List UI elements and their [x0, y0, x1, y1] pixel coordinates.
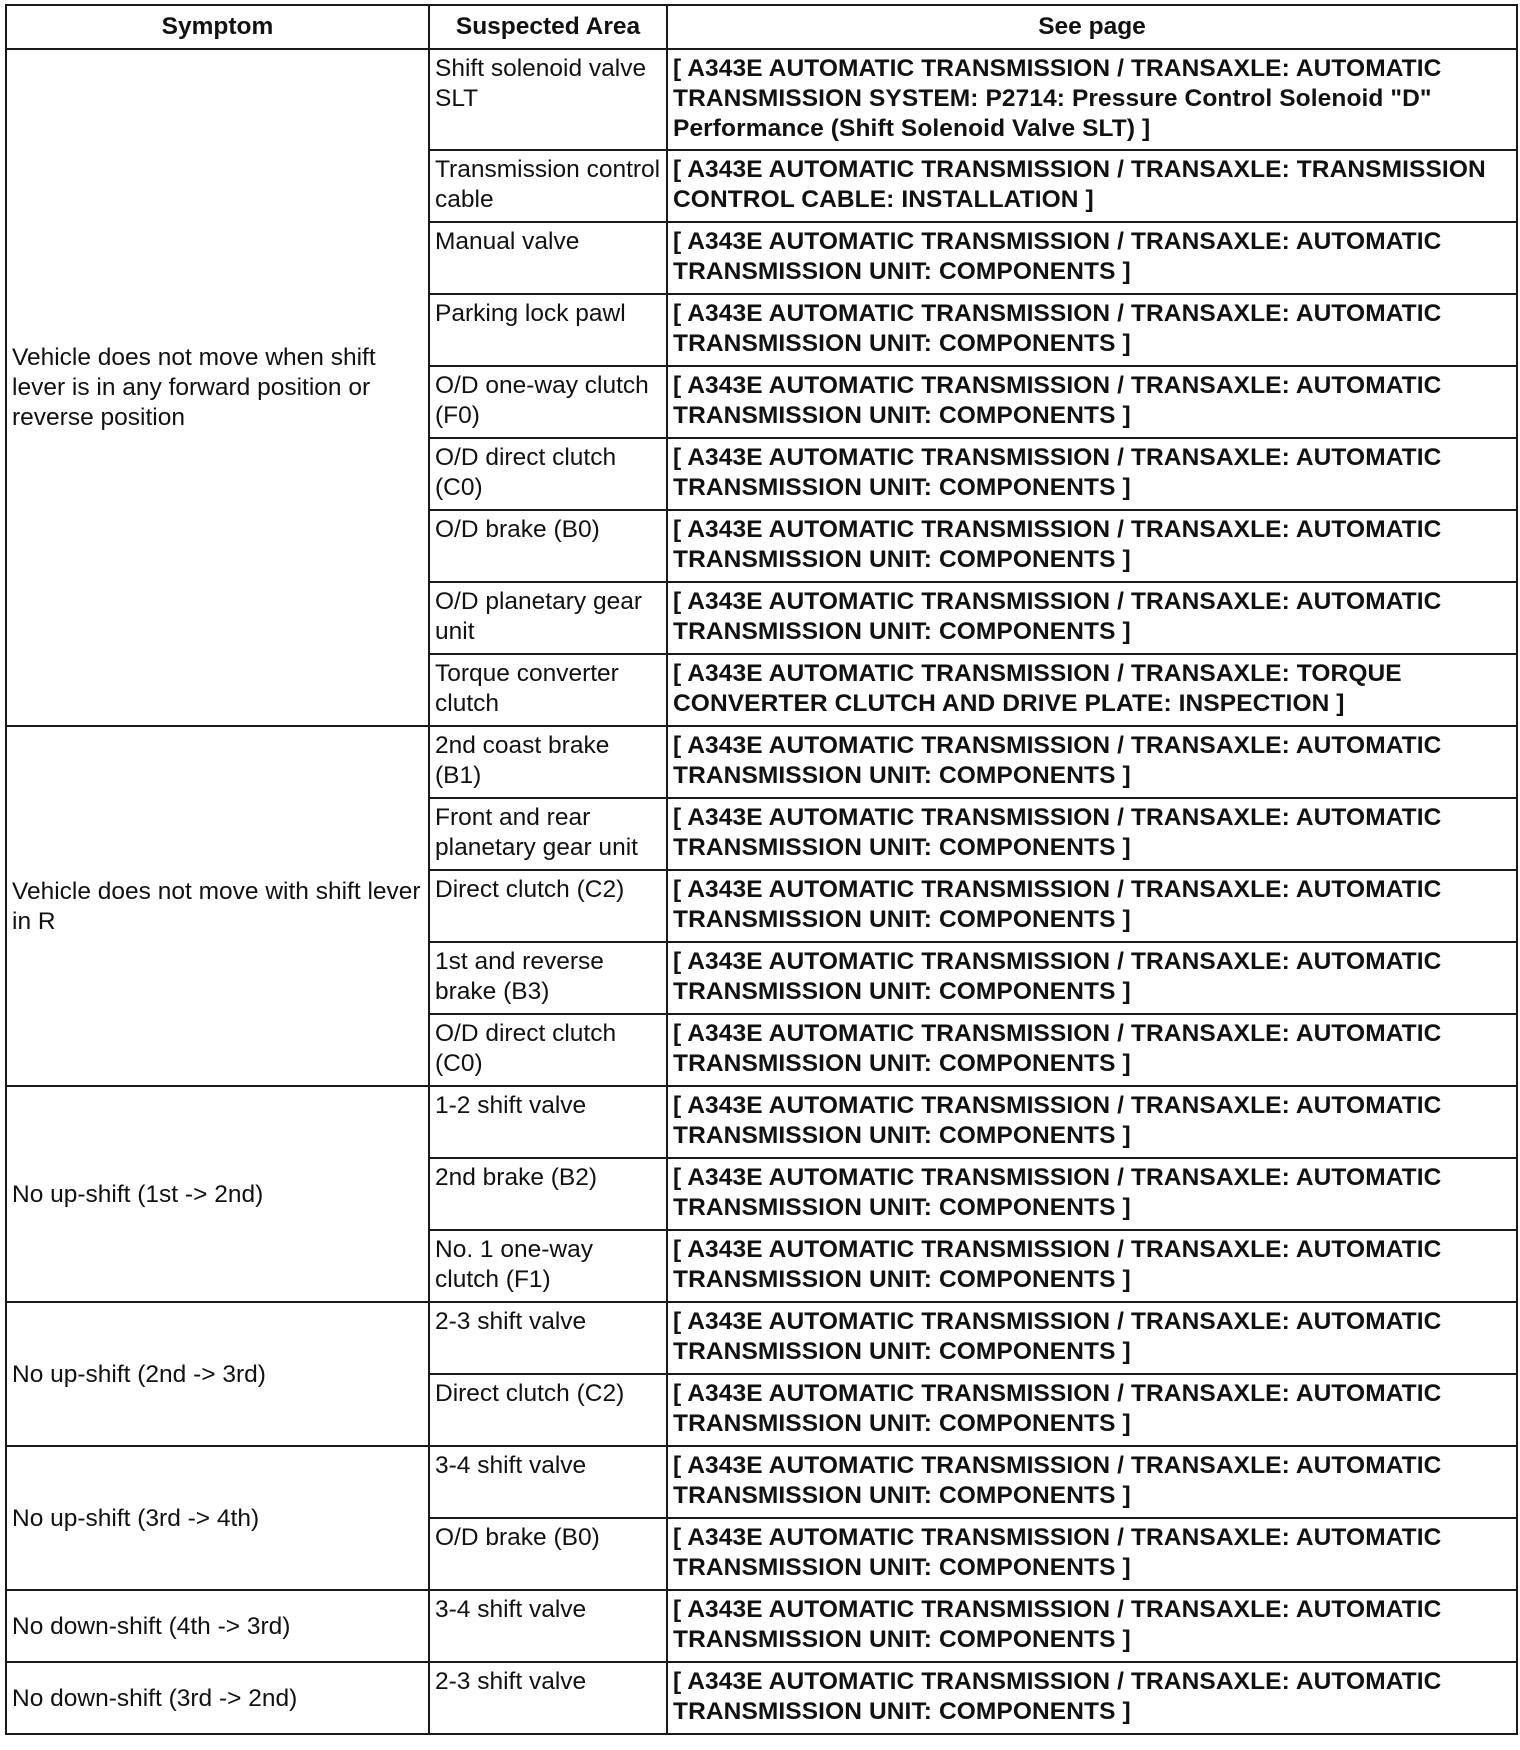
suspected-area-cell: Shift solenoid valve SLT	[429, 49, 667, 150]
suspected-area-cell: 3-4 shift valve	[429, 1446, 667, 1518]
see-page-link[interactable]: [ A343E AUTOMATIC TRANSMISSION / TRANSAXLE: AUTOMATIC TRANSMISSION UNIT: COMPONENTS ]	[667, 1230, 1517, 1302]
suspected-area-cell: Direct clutch (C2)	[429, 1374, 667, 1446]
table-header-row	[6, 5, 1517, 49]
suspected-area-cell: O/D planetary gear unit	[429, 582, 667, 654]
suspected-area-cell: Parking lock pawl	[429, 294, 667, 366]
suspected-area-cell: 1-2 shift valve	[429, 1086, 667, 1158]
see-page-link[interactable]: [ A343E AUTOMATIC TRANSMISSION / TRANSAXLE: AUTOMATIC TRANSMISSION UNIT: COMPONENTS ]	[667, 366, 1517, 438]
suspected-area-cell: Front and rear planetary gear unit	[429, 798, 667, 870]
suspected-area-cell: 2-3 shift valve	[429, 1302, 667, 1374]
see-page-link[interactable]: [ A343E AUTOMATIC TRANSMISSION / TRANSAXLE: AUTOMATIC TRANSMISSION UNIT: COMPONENTS ]	[667, 870, 1517, 942]
symptom-cell: Vehicle does not move when shift lever is in any forward position or reverse position	[6, 49, 429, 726]
see-page-link[interactable]: [ A343E AUTOMATIC TRANSMISSION / TRANSAXLE: TRANSMISSION CONTROL CABLE: INSTALLATION ]	[667, 150, 1517, 222]
see-page-link[interactable]: [ A343E AUTOMATIC TRANSMISSION / TRANSAXLE: TORQUE CONVERTER CLUTCH AND DRIVE PLATE: INSPECTION ]	[667, 654, 1517, 726]
suspected-area-cell: O/D direct clutch (C0)	[429, 1014, 667, 1086]
see-page-link[interactable]: [ A343E AUTOMATIC TRANSMISSION / TRANSAXLE: AUTOMATIC TRANSMISSION UNIT: COMPONENTS ]	[667, 1014, 1517, 1086]
suspected-area-cell: No. 1 one-way clutch (F1)	[429, 1230, 667, 1302]
suspected-area-cell: O/D one-way clutch (F0)	[429, 366, 667, 438]
table-row	[6, 1662, 1517, 1734]
suspected-area-cell: 2nd coast brake (B1)	[429, 726, 667, 798]
see-page-link[interactable]: [ A343E AUTOMATIC TRANSMISSION / TRANSAXLE: AUTOMATIC TRANSMISSION UNIT: COMPONENTS ]	[667, 1086, 1517, 1158]
suspected-area-cell: 3-4 shift valve	[429, 1590, 667, 1662]
symptom-cell: No down-shift (3rd -> 2nd)	[6, 1662, 429, 1734]
suspected-area-cell: Transmission control cable	[429, 150, 667, 222]
suspected-area-cell: 2nd brake (B2)	[429, 1158, 667, 1230]
troubleshooting-table	[5, 4, 1518, 1735]
see-page-link[interactable]: [ A343E AUTOMATIC TRANSMISSION / TRANSAXLE: AUTOMATIC TRANSMISSION UNIT: COMPONENTS ]	[667, 1518, 1517, 1590]
suspected-area-cell: O/D direct clutch (C0)	[429, 438, 667, 510]
see-page-link[interactable]: [ A343E AUTOMATIC TRANSMISSION / TRANSAXLE: AUTOMATIC TRANSMISSION UNIT: COMPONENTS ]	[667, 1662, 1517, 1734]
header-suspected-area: Suspected Area	[429, 5, 667, 49]
see-page-link[interactable]: [ A343E AUTOMATIC TRANSMISSION / TRANSAXLE: AUTOMATIC TRANSMISSION UNIT: COMPONENTS ]	[667, 1302, 1517, 1374]
see-page-link[interactable]: [ A343E AUTOMATIC TRANSMISSION / TRANSAXLE: AUTOMATIC TRANSMISSION UNIT: COMPONENTS ]	[667, 1590, 1517, 1662]
table-row	[6, 1086, 1517, 1158]
suspected-area-cell: Torque converter clutch	[429, 654, 667, 726]
suspected-area-cell: 1st and reverse brake (B3)	[429, 942, 667, 1014]
see-page-link[interactable]: [ A343E AUTOMATIC TRANSMISSION / TRANSAXLE: AUTOMATIC TRANSMISSION UNIT: COMPONENTS ]	[667, 510, 1517, 582]
see-page-link[interactable]: [ A343E AUTOMATIC TRANSMISSION / TRANSAXLE: AUTOMATIC TRANSMISSION UNIT: COMPONENTS ]	[667, 942, 1517, 1014]
suspected-area-cell: O/D brake (B0)	[429, 510, 667, 582]
see-page-link[interactable]: [ A343E AUTOMATIC TRANSMISSION / TRANSAXLE: AUTOMATIC TRANSMISSION UNIT: COMPONENTS ]	[667, 726, 1517, 798]
see-page-link[interactable]: [ A343E AUTOMATIC TRANSMISSION / TRANSAXLE: AUTOMATIC TRANSMISSION UNIT: COMPONENTS ]	[667, 294, 1517, 366]
suspected-area-cell: Direct clutch (C2)	[429, 870, 667, 942]
see-page-link[interactable]: [ A343E AUTOMATIC TRANSMISSION / TRANSAXLE: AUTOMATIC TRANSMISSION UNIT: COMPONENTS ]	[667, 222, 1517, 294]
suspected-area-cell: 2-3 shift valve	[429, 1662, 667, 1734]
see-page-link[interactable]: [ A343E AUTOMATIC TRANSMISSION / TRANSAXLE: AUTOMATIC TRANSMISSION UNIT: COMPONENTS ]	[667, 438, 1517, 510]
header-symptom: Symptom	[6, 5, 429, 49]
table-row	[6, 1590, 1517, 1662]
see-page-link[interactable]: [ A343E AUTOMATIC TRANSMISSION / TRANSAXLE: AUTOMATIC TRANSMISSION UNIT: COMPONENTS ]	[667, 1158, 1517, 1230]
symptom-cell: No down-shift (4th -> 3rd)	[6, 1590, 429, 1662]
suspected-area-cell: Manual valve	[429, 222, 667, 294]
table-row	[6, 49, 1517, 150]
symptom-cell: Vehicle does not move with shift lever in R	[6, 726, 429, 1086]
document-page	[5, 4, 1518, 1735]
symptom-cell: No up-shift (3rd -> 4th)	[6, 1446, 429, 1590]
table-row	[6, 1302, 1517, 1374]
table-row	[6, 726, 1517, 798]
see-page-link[interactable]: [ A343E AUTOMATIC TRANSMISSION / TRANSAXLE: AUTOMATIC TRANSMISSION SYSTEM: P2714: Pressure Control Solenoid "D" Performance (Shift Solenoid Valve SLT) ]	[667, 49, 1517, 150]
symptom-cell: No up-shift (1st -> 2nd)	[6, 1086, 429, 1302]
suspected-area-cell: O/D brake (B0)	[429, 1518, 667, 1590]
see-page-link[interactable]: [ A343E AUTOMATIC TRANSMISSION / TRANSAXLE: AUTOMATIC TRANSMISSION UNIT: COMPONENTS ]	[667, 1374, 1517, 1446]
symptom-cell: No up-shift (2nd -> 3rd)	[6, 1302, 429, 1446]
see-page-link[interactable]: [ A343E AUTOMATIC TRANSMISSION / TRANSAXLE: AUTOMATIC TRANSMISSION UNIT: COMPONENTS ]	[667, 798, 1517, 870]
table-row	[6, 1446, 1517, 1518]
see-page-link[interactable]: [ A343E AUTOMATIC TRANSMISSION / TRANSAXLE: AUTOMATIC TRANSMISSION UNIT: COMPONENTS ]	[667, 1446, 1517, 1518]
header-see-page: See page	[667, 5, 1517, 49]
see-page-link[interactable]: [ A343E AUTOMATIC TRANSMISSION / TRANSAXLE: AUTOMATIC TRANSMISSION UNIT: COMPONENTS ]	[667, 582, 1517, 654]
